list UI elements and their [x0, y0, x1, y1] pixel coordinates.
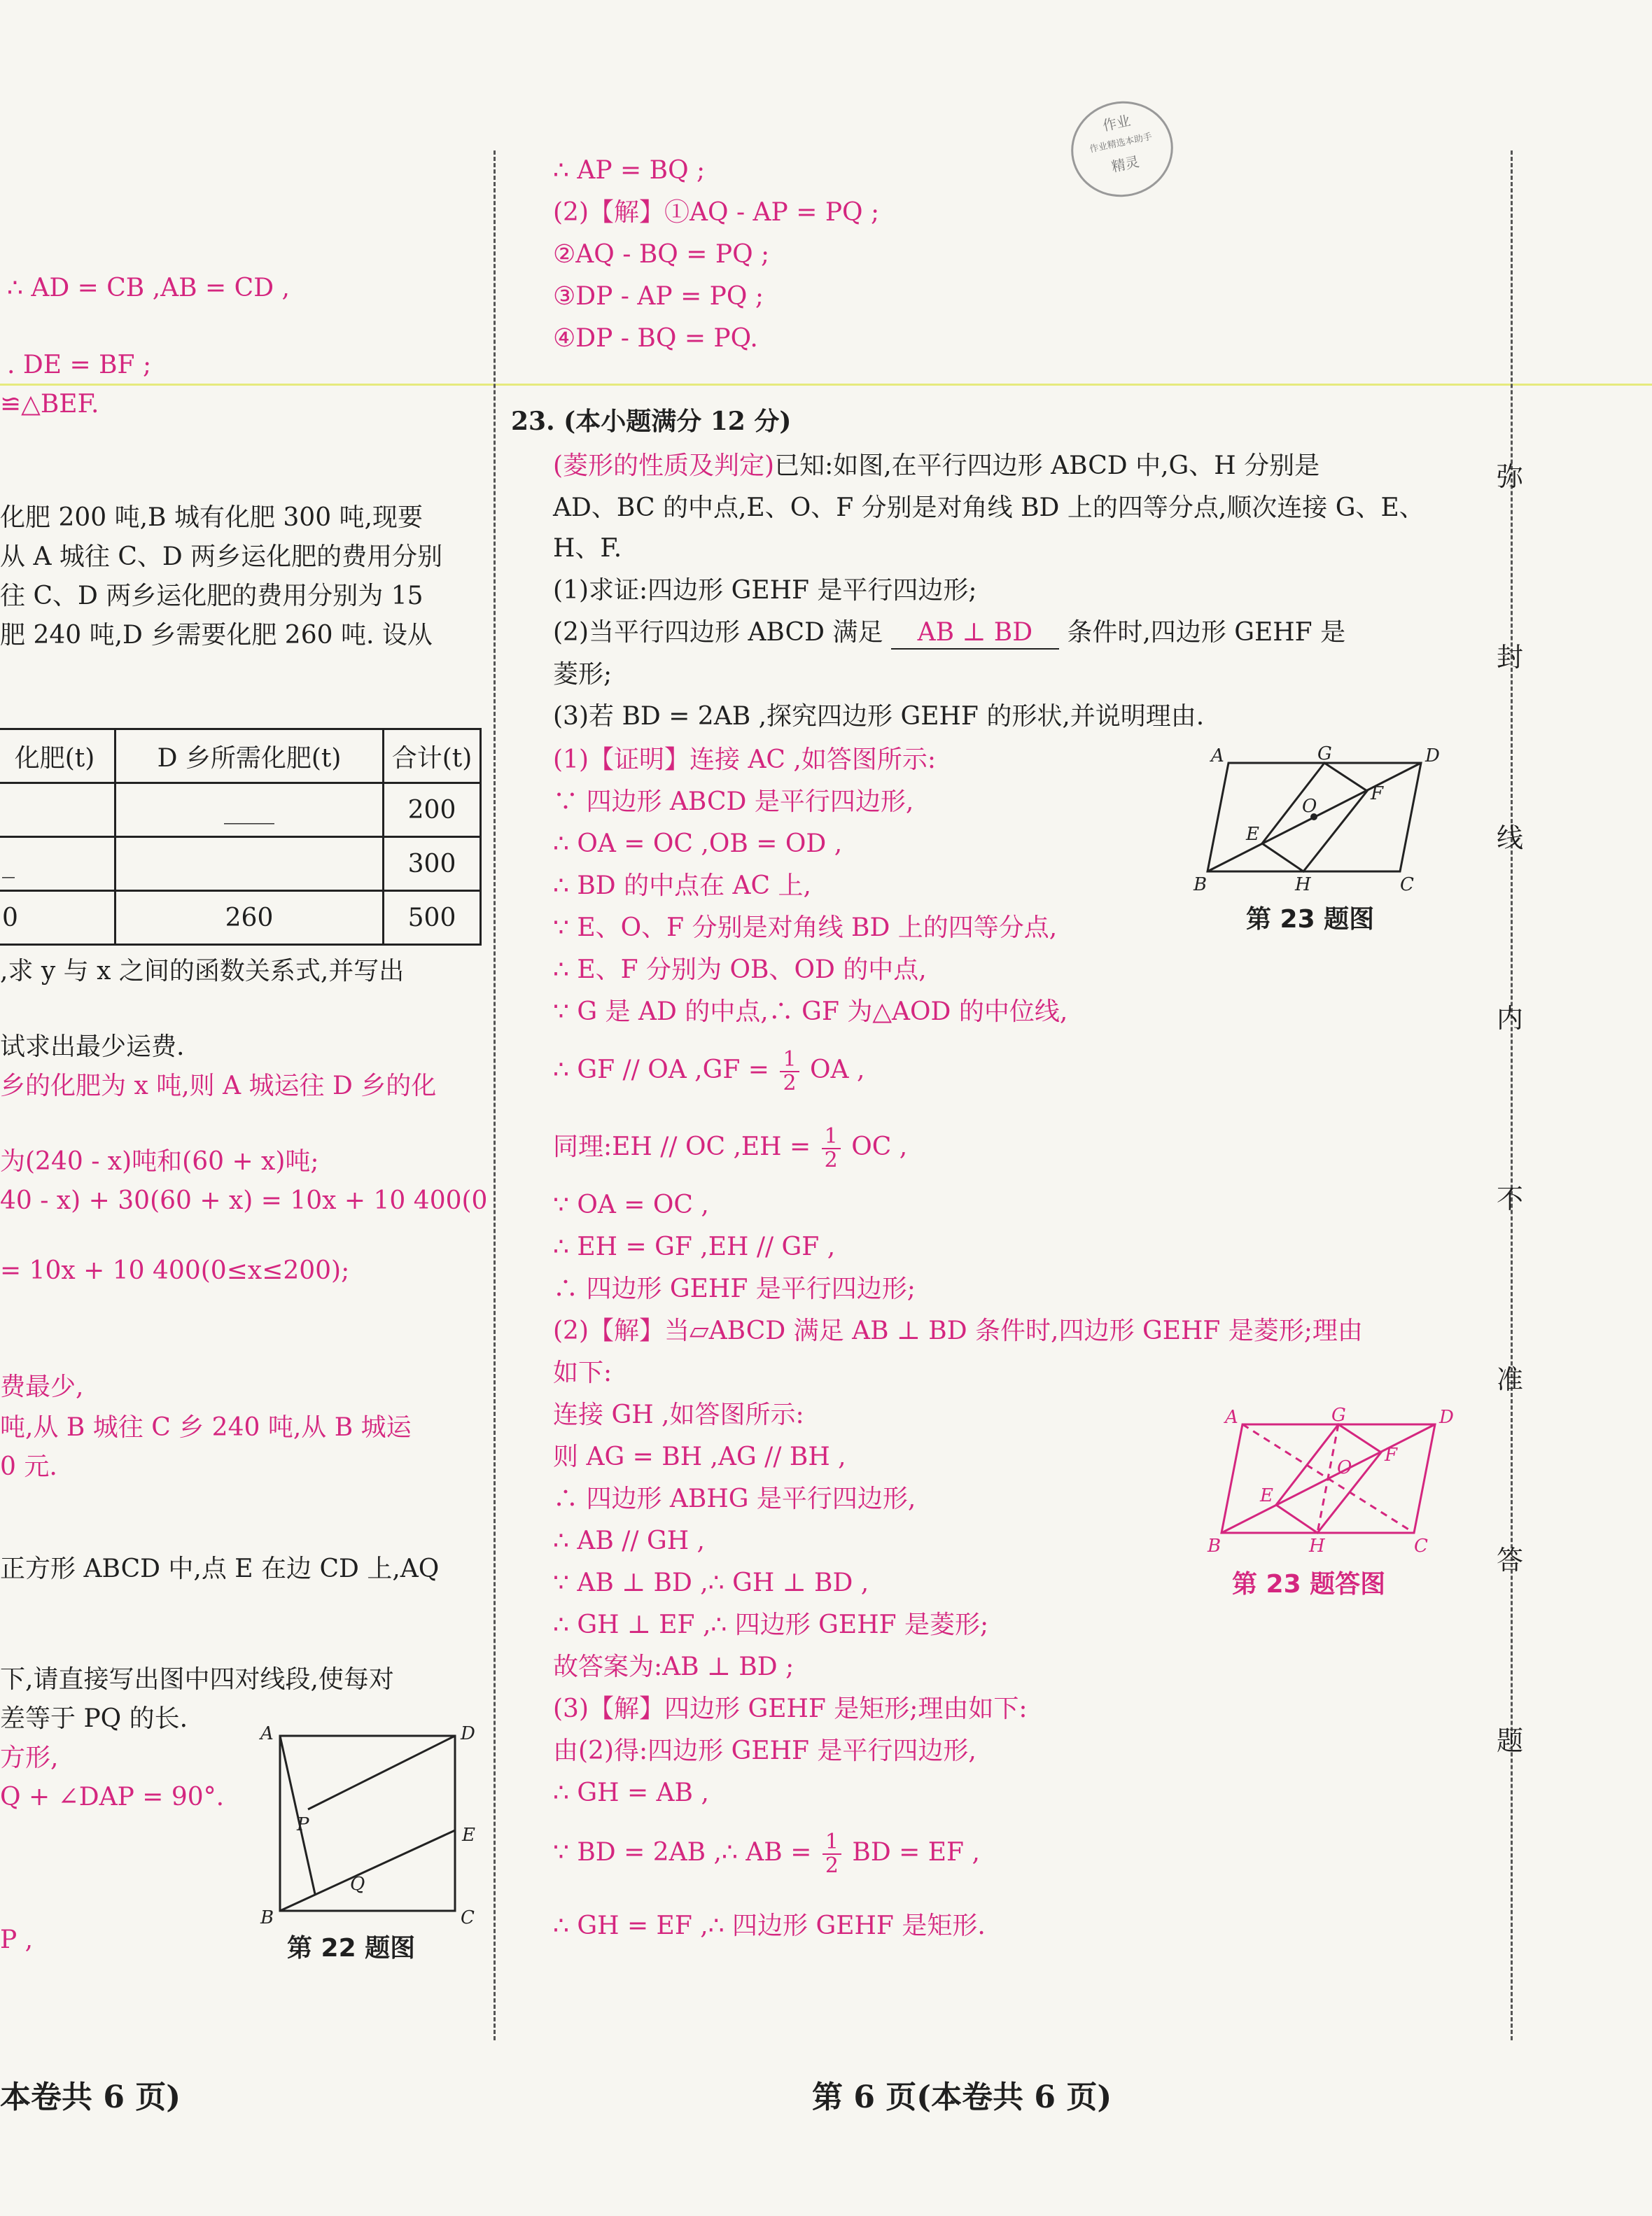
answer-line-3: ②AQ - BQ = PQ ; — [553, 240, 770, 269]
label-b: B — [1208, 1536, 1222, 1557]
left-problem-p4: 肥 240 吨,D 乡需要化肥 260 吨. 设从 — [0, 621, 433, 650]
label-h: H — [1309, 1536, 1325, 1557]
table-cell: 0 — [0, 891, 115, 945]
solution-line: 连接 GH ,如答图所示: — [553, 1401, 804, 1429]
solution-line: ∵ E、O、F 分别是对角线 BD 上的四等分点, — [553, 913, 1058, 942]
answer-line-1: ∴ AP = BQ ; — [553, 156, 706, 185]
table-cell: 200 — [384, 783, 481, 837]
left-text-l1: ∴ AD = CB ,AB = CD , — [7, 274, 290, 302]
solution-line: ∵ AB ⊥ BD ,∴ GH ⊥ BD , — [553, 1569, 869, 1597]
table-header: D 乡所需化肥(t) — [115, 729, 384, 783]
seal-char: 准 — [1497, 1364, 1524, 1395]
label-q: Q — [350, 1874, 365, 1895]
q23-part-1: (1)求证:四边形 GEHF 是平行四边形; — [553, 576, 977, 605]
seal-char: 封 — [1497, 642, 1524, 673]
solution-line: ∴ OA = OC ,OB = OD , — [553, 829, 843, 858]
homework-stamp: 作业 作业精选本助手 精灵 — [1062, 92, 1182, 206]
left-answer-1: 乡的化肥为 x 吨,则 A 城运往 D 乡的化 — [0, 1072, 437, 1100]
segment-gh — [1317, 1424, 1338, 1533]
solution-line: (3)【解】四边形 GEHF 是矩形;理由如下: — [553, 1695, 1028, 1723]
q22-answer-1: 方形, — [0, 1744, 59, 1772]
label-c: C — [1400, 874, 1414, 895]
column-divider — [493, 150, 496, 2040]
table-cell — [0, 783, 115, 837]
label-b: B — [260, 1907, 274, 1928]
q22-text-2: 下,请直接写出图中四对线段,使每对 — [0, 1665, 394, 1694]
fraction-one-half: $\frac{1}{2}$ — [822, 1831, 841, 1877]
solution-line: ∴ 四边形 ABHG 是平行四边形, — [553, 1485, 916, 1513]
solution-line-fraction: ∴ GF // OA ,GF = $\frac{1}{2}$ OA , — [553, 1047, 865, 1095]
solution-line: 如下: — [553, 1359, 612, 1387]
table-header: 合计(t) — [384, 729, 481, 783]
label-o: O — [1337, 1457, 1352, 1478]
label-d: D — [1425, 745, 1440, 766]
label-c: C — [1414, 1536, 1428, 1557]
q22-answer-3: P , — [0, 1926, 34, 1954]
solution-line: ∴ GH = EF ,∴ 四边形 GEHF 是矩形. — [553, 1912, 986, 1940]
table-cell: ____ — [115, 783, 384, 837]
solution-line-fraction: 同理:EH // OC ,EH = $\frac{1}{2}$ OC , — [553, 1124, 908, 1172]
figure-23-answer-caption: 第 23 题答图 — [1232, 1570, 1386, 1599]
table-cell: 500 — [384, 891, 481, 945]
figure-23 — [1190, 742, 1449, 903]
label-b: B — [1194, 874, 1208, 895]
q22-text-1: 正方形 ABCD 中,点 E 在边 CD 上,AQ — [0, 1555, 440, 1583]
label-e: E — [1246, 824, 1259, 845]
q23-stem-2: AD、BC 的中点,E、O、F 分别是对角线 BD 上的四等分点,顺次连接 G、E、 — [553, 493, 1424, 522]
segment-be — [280, 1830, 455, 1911]
solution-line: ∴ BD 的中点在 AC 上, — [553, 871, 811, 900]
table-header: 化肥(t) — [0, 729, 115, 783]
label-c: C — [461, 1907, 475, 1928]
fraction-one-half: $\frac{1}{2}$ — [822, 1125, 841, 1172]
q23-part-2-cont: 菱形; — [553, 660, 612, 689]
seal-char: 答 — [1497, 1545, 1524, 1576]
q23-topic-tag: (菱形的性质及判定) — [553, 451, 775, 480]
label-f: F — [1371, 783, 1384, 804]
seal-char: 内 — [1497, 1003, 1524, 1034]
solution-line: ∴ E、F 分别为 OB、OD 的中点, — [553, 955, 927, 984]
label-a: A — [260, 1723, 274, 1744]
solution-line: ∴ 四边形 GEHF 是平行四边形; — [553, 1275, 916, 1303]
label-g: G — [1317, 743, 1332, 764]
label-f: F — [1385, 1445, 1398, 1466]
answer-line-4: ③DP - AP = PQ ; — [553, 282, 764, 311]
label-d: D — [461, 1723, 475, 1744]
seal-char: 线 — [1497, 822, 1524, 853]
label-h: H — [1295, 874, 1311, 895]
solution-line: 由(2)得:四边形 GEHF 是平行四边形, — [553, 1737, 976, 1765]
left-problem-p1: 化肥 200 吨,B 城有化肥 300 吨,现要 — [0, 503, 423, 532]
q23-stem-1: (菱形的性质及判定)已知:如图,在平行四边形 ABCD 中,G、H 分别是 — [553, 451, 1320, 480]
left-answer-7: 0 元. — [0, 1452, 57, 1481]
left-problem-p2: 从 A 城往 C、D 两乡运化肥的费用分别 — [0, 542, 443, 571]
left-text-l2: . DE = BF ; — [7, 351, 152, 379]
figure-23-answer — [1204, 1403, 1463, 1564]
label-a: A — [1225, 1407, 1238, 1428]
label-p: P — [297, 1814, 309, 1835]
left-answer-4: = 10x + 10 400(0≤x≤200); — [0, 1256, 350, 1285]
label-d: D — [1439, 1407, 1454, 1428]
q22-text-3: 差等于 PQ 的长. — [0, 1704, 188, 1733]
solution-line: 则 AG = BH ,AG // BH , — [553, 1443, 846, 1471]
fraction-one-half: $\frac{1}{2}$ — [780, 1049, 799, 1095]
solution-line: ∵ G 是 AD 的中点,∴ GF 为△AOD 的中位线, — [553, 997, 1068, 1026]
answer-line-2: (2)【解】①AQ - AP = PQ ; — [553, 198, 880, 227]
table-cell: 260 — [115, 891, 384, 945]
fertilizer-table — [0, 728, 482, 946]
label-e: E — [462, 1825, 475, 1846]
q23-answer-blank: AB ⊥ BD — [891, 617, 1059, 650]
left-question-1: ,求 y 与 x 之间的函数关系式,并写出 — [0, 957, 405, 986]
left-answer-6: 吨,从 B 城往 C 乡 240 吨,从 B 城运 — [0, 1413, 412, 1442]
solution-line: (2)【解】当▱ABCD 满足 AB ⊥ BD 条件时,四边形 GEHF 是菱形;理由 — [553, 1317, 1363, 1345]
left-question-2: 试求出最少运费. — [0, 1032, 185, 1061]
solution-line: ∵ OA = OC , — [553, 1191, 709, 1219]
left-answer-5: 费最少, — [0, 1373, 84, 1401]
label-a: A — [1211, 745, 1224, 766]
table-cell: 300 — [384, 837, 481, 891]
answer-line-5: ④DP - BQ = PQ. — [553, 324, 758, 353]
table-cell: _ — [0, 837, 115, 891]
solution-line: (1)【证明】连接 AC ,如答图所示: — [553, 745, 936, 774]
solution-line-fraction: ∵ BD = 2AB ,∴ AB = $\frac{1}{2}$ BD = EF , — [553, 1830, 980, 1878]
fold-line — [0, 384, 1652, 386]
q23-stem-3: H、F. — [553, 534, 622, 563]
label-e: E — [1260, 1485, 1273, 1506]
label-o: O — [1302, 796, 1317, 817]
seal-char: 不 — [1497, 1184, 1524, 1214]
solution-line: ∴ GH = AB , — [553, 1779, 709, 1807]
solution-line: ∵ 四边形 ABCD 是平行四边形, — [553, 787, 914, 816]
footer-left-page-number: 本卷共 6 页) — [0, 2080, 181, 2115]
segment-dp — [308, 1736, 455, 1809]
left-answer-2: 为(240 - x)吨和(60 + x)吨; — [0, 1147, 319, 1176]
footer-page-number: 第 6 页(本卷共 6 页) — [812, 2080, 1112, 2115]
solution-line: ∴ GH ⊥ EF ,∴ 四边形 GEHF 是菱形; — [553, 1611, 989, 1639]
left-text-l3: ≌△BEF. — [0, 390, 99, 419]
figure-22-caption: 第 22 题图 — [287, 1934, 416, 1963]
q23-part-3: (3)若 BD = 2AB ,探究四边形 GEHF 的形状,并说明理由. — [553, 702, 1205, 731]
figure-22 — [252, 1722, 483, 1939]
left-answer-3: 40 - x) + 30(60 + x) = 10x + 10 400(0 — [0, 1186, 488, 1215]
q22-answer-2: Q + ∠DAP = 90°. — [0, 1783, 225, 1811]
seal-char: 题 — [1497, 1725, 1524, 1756]
solution-line: ∴ EH = GF ,EH // GF , — [553, 1233, 836, 1261]
solution-line: ∴ AB // GH , — [553, 1527, 705, 1555]
solution-line: 故答案为:AB ⊥ BD ; — [553, 1653, 794, 1681]
label-g: G — [1331, 1405, 1346, 1426]
figure-23-caption: 第 23 题图 — [1246, 905, 1375, 934]
seal-char: 弥 — [1497, 461, 1524, 492]
q23-title: 23. (本小题满分 12 分) — [511, 407, 792, 436]
q23-part-2: (2)当平行四边形 ABCD 满足 AB ⊥ BD 条件时,四边形 GEHF 是 — [553, 617, 1345, 650]
left-problem-p3: 往 C、D 两乡运化肥的费用分别为 15 — [0, 582, 424, 610]
table-cell — [115, 837, 384, 891]
